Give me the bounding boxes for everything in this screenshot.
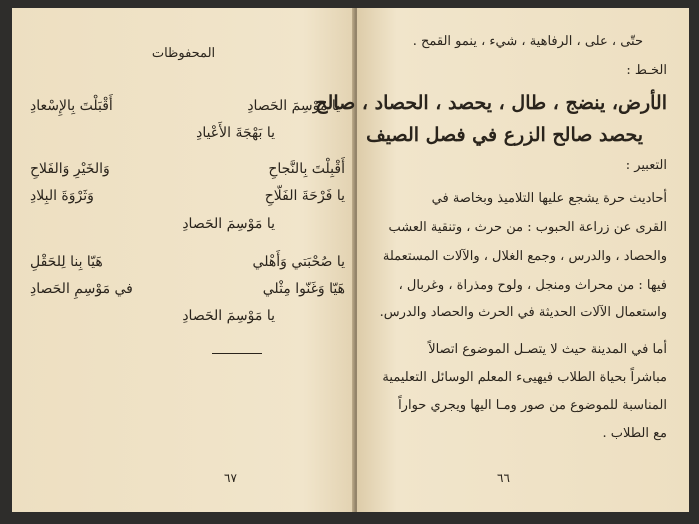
section-divider	[212, 353, 262, 354]
paragraph-line: القرى عن زراعة الحبوب : من حرث ، وتنقية العشب	[388, 220, 667, 235]
hemistich-second: وَالخَيْرِ وَالفَلاحِ	[30, 161, 110, 177]
handwriting-label: الخـط :	[626, 63, 667, 78]
hemistich-second: وَثَرْوَةَ البِلادِ	[30, 188, 94, 204]
expression-label: التعبير :	[625, 158, 667, 173]
hemistich-first: يا مَوْسِمَ الحَصادِ	[247, 98, 340, 114]
hemistich-second: أَقْبَلْتَ بِالإِسْعادِ	[30, 98, 113, 114]
page-number: ٦٦	[497, 471, 510, 485]
hemistich-first: يا بَهْجَةَ الأَعْيادِ	[196, 125, 275, 141]
paragraph-line: مع الطلاب .	[602, 426, 667, 441]
word-list-line: حتّى ، على ، الرفاهية ، شيء ، ينمو القمح .	[412, 34, 643, 49]
paragraph-line: المناسبة للموضوع من صور ومـا اليها ويجري حواراً	[398, 398, 667, 413]
paragraph-line: والحصاد ، والدرس ، وجمع الغلال ، والآلات المستعملة	[382, 249, 667, 264]
paragraph-line: أحاديث حرة يشجع عليها التلاميذ وبخاصة في	[431, 191, 667, 206]
paragraph-line: واستعمال الآلات الحديثة في الحرث والحصاد والدرس.	[379, 305, 667, 320]
hemistich-first: هَيّا وَغَنّوا مِثْلي	[262, 281, 345, 297]
hemistich-second: في مَوْسِمِ الحَصادِ	[30, 281, 133, 297]
hemistich-first: يا فَرْحَةَ الفَلّاحِ	[264, 188, 345, 204]
handwriting-sample-line-1: الأرض، ينضج ، طال ، يحصد ، الحصاد ، صالح	[315, 92, 667, 114]
hemistich-first: يا صُحْبَتي وَأَهْلي	[252, 254, 345, 270]
hemistich-first: يا مَوْسِمَ الحَصادِ	[182, 216, 275, 232]
hemistich-second: هَيّا بِنا لِلحَقْلِ	[30, 254, 103, 270]
handwriting-sample-line-2: يحصد صالح الزرع في فصل الصيف	[366, 124, 643, 146]
paragraph-line: فيها : من محراث ومنجل ، ولوح ومذراة ، وغربال ،	[398, 278, 667, 293]
poem-title: المحفوظات	[151, 46, 216, 61]
left-page	[12, 8, 355, 512]
hemistich-first: أَقْبِلْتَ بِالنَّجاحِ	[268, 161, 345, 177]
paragraph-line: مباشراً بحياة الطلاب فيهيىء المعلم الوسائل التعليمية	[382, 370, 667, 385]
paragraph-line: أما في المدينة حيث لا يتصـل الموضوع اتصالاً	[428, 342, 667, 357]
page-number: ٦٧	[224, 471, 237, 485]
right-page	[315, 8, 689, 512]
hemistich-first: يا مَوْسِمَ الحَصادِ	[182, 308, 275, 324]
